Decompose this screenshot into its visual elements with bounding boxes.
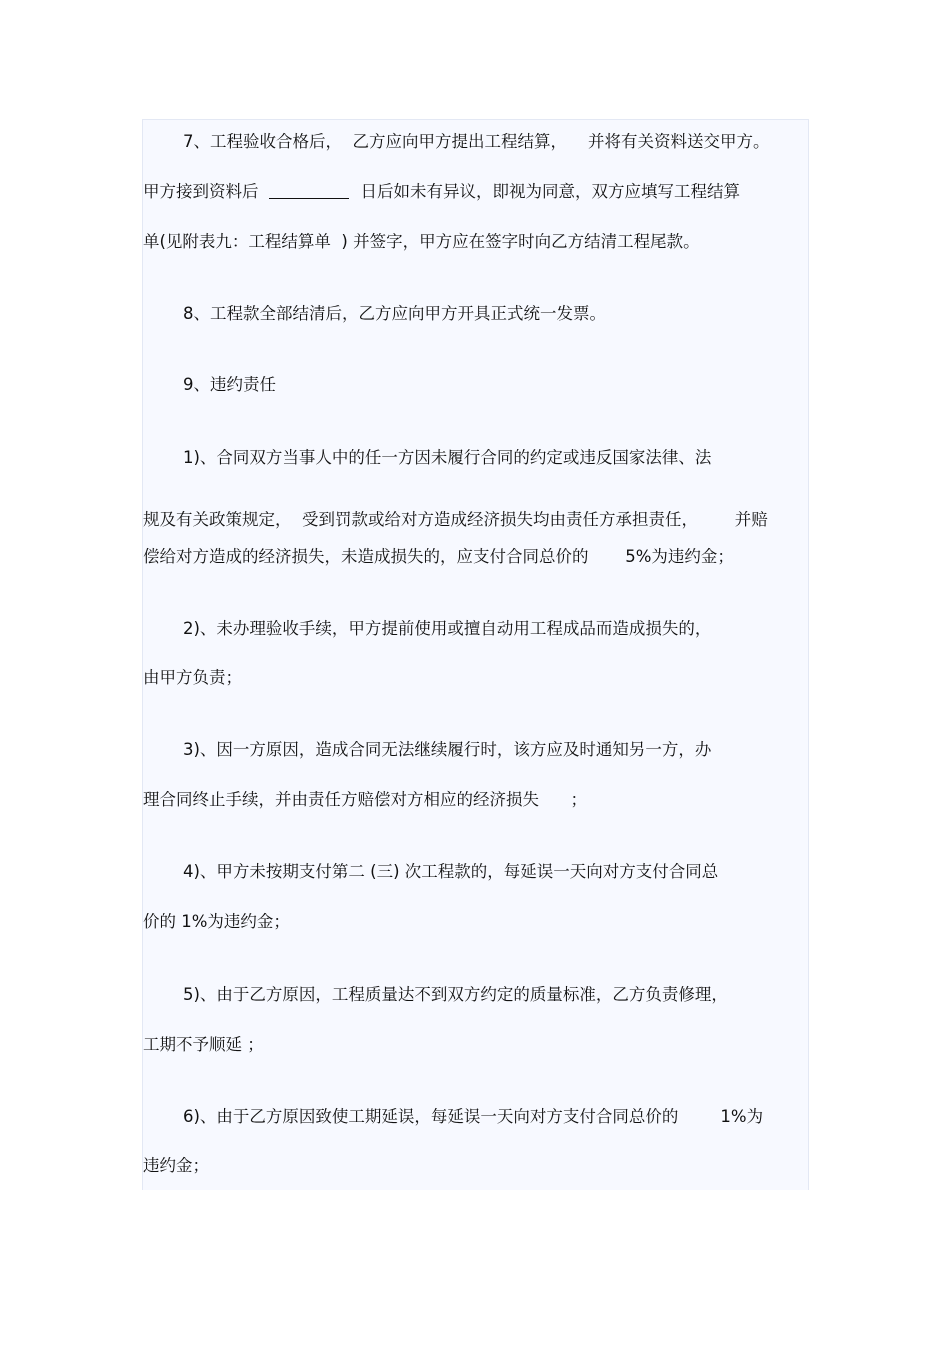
item-6-line-2: 违约金； (143, 1156, 209, 1175)
fill-in-blank (269, 182, 349, 199)
item-1-line-1: 1)、合同双方当事人中的任一方因未履行合同的约定或违反国家法律、法 (183, 448, 712, 467)
item-4-line-1: 4)、甲方未按期支付第二 (三) 次工程款的，每延误一天向对方支付合同总 (183, 862, 719, 881)
item-6-line-1: 6)、由于乙方原因致使工期延误，每延误一天向对方支付合同总价的 1%为 (183, 1107, 764, 1126)
item-1-line-3: 偿给对方造成的经济损失，未造成损失的，应支付合同总价的 5%为违约金； (143, 547, 734, 566)
item-3-line-1: 3)、因一方原因，造成合同无法继续履行时，该方应及时通知另一方，办 (183, 740, 712, 759)
item-5-line-1: 5)、由于乙方原因，工程质量达不到双方约定的质量标准，乙方负责修理， (183, 985, 728, 1004)
item-5-line-2: 工期不予顺延 ； (143, 1035, 264, 1054)
clause-7-line-1: 7、工程验收合格后， 乙方应向甲方提出工程结算， 并将有关资料送交甲方。 (183, 132, 770, 151)
clause-9-heading: 9、违约责任 (183, 375, 276, 394)
item-1-line-2: 规及有关政策规定， 受到罚款或给对方造成经济损失均由责任方承担责任， 并赔 (143, 510, 768, 529)
item-2-line-1: 2)、未办理验收手续，甲方提前使用或擅自动用工程成品而造成损失的， (183, 619, 712, 638)
clause-7-line-2 (143, 181, 740, 203)
clause-7-line-3: 单(见附表九：工程结算单 ) 并签字，甲方应在签字时向乙方结清工程尾款。 (143, 232, 700, 251)
item-4-line-2: 价的 1%为违约金； (143, 912, 290, 931)
item-2-line-2: 由甲方负责； (143, 668, 242, 687)
clause-7-line-2-start: 甲方接到资料后 (143, 182, 259, 201)
item-3-line-2: 理合同终止手续，并由责任方赔偿对方相应的经济损失 ； (143, 790, 587, 809)
document-page (142, 119, 809, 1190)
clause-7-line-2-end: 日后如未有异议，即视为同意，双方应填写工程结算 (360, 182, 740, 201)
clause-8: 8、工程款全部结清后，乙方应向甲方开具正式统一发票。 (183, 304, 606, 323)
